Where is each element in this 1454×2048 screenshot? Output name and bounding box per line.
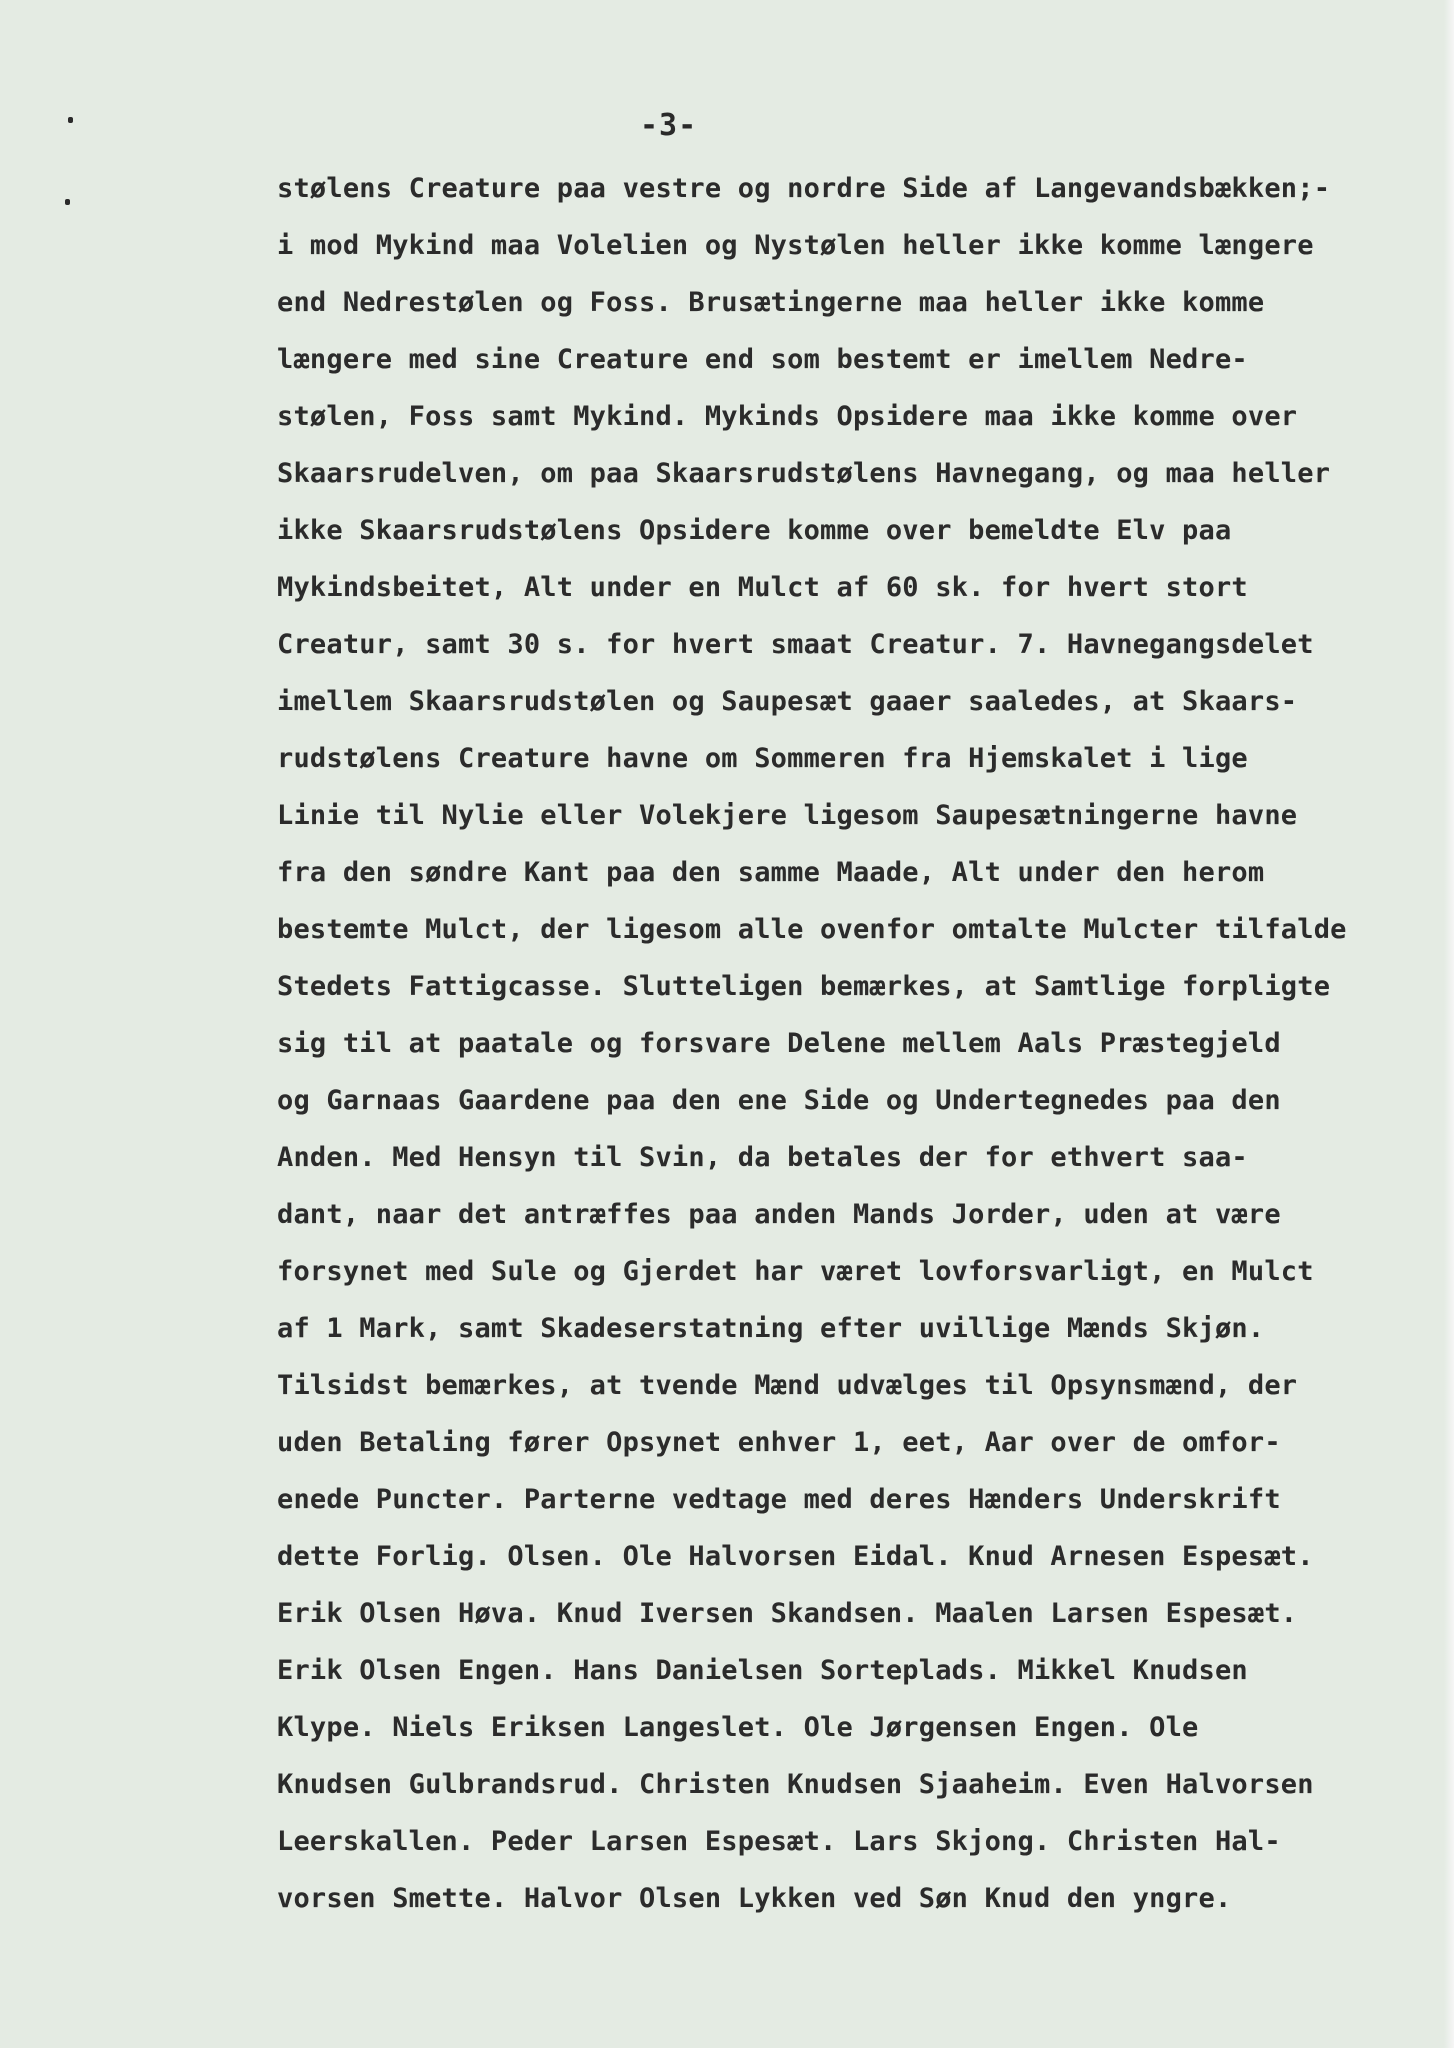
- text-line: rudstølens Creature havne om Sommeren fra Hjemskalet i lige: [277, 743, 1248, 774]
- text-line: ikke Skaarsrudstølens Opsidere komme over bemeldte Elv paa: [277, 515, 1232, 546]
- text-line: i mod Mykind maa Volelien og Nystølen heller ikke komme længere: [277, 230, 1314, 261]
- text-line: Anden. Med Hensyn til Svin, da betales der for ethvert saa-: [277, 1142, 1248, 1173]
- text-line: end Nedrestølen og Foss. Brusætingerne maa heller ikke komme: [277, 287, 1265, 318]
- text-line: af 1 Mark, samt Skadeserstatning efter uvillige Mænds Skjøn.: [277, 1313, 1265, 1344]
- text-line: enede Puncter. Parterne vedtage med deres Hænders Underskrift: [277, 1484, 1281, 1515]
- text-line: Erik Olsen Høva. Knud Iversen Skandsen. Maalen Larsen Espesæt.: [277, 1598, 1298, 1629]
- text-line: Skaarsrudelven, om paa Skaarsrudstølens Havnegang, og maa heller: [277, 458, 1331, 489]
- text-line: fra den søndre Kant paa den samme Maade, Alt under den herom: [277, 857, 1265, 888]
- text-line: forsynet med Sule og Gjerdet har været lovforsvarligt, en Mulct: [277, 1256, 1314, 1287]
- text-line: stølens Creature paa vestre og nordre Side af Langevandsbækken;-: [277, 173, 1331, 204]
- text-line: Klype. Niels Eriksen Langeslet. Ole Jørgensen Engen. Ole: [277, 1712, 1199, 1743]
- text-line: dette Forlig. Olsen. Ole Halvorsen Eidal. Knud Arnesen Espesæt.: [277, 1541, 1314, 1572]
- text-line: Mykindsbeitet, Alt under en Mulct af 60 sk. for hvert stort: [277, 572, 1248, 603]
- text-line: dant, naar det antræffes paa anden Mands Jorder, uden at være: [277, 1199, 1281, 1230]
- text-line: imellem Skaarsrudstølen og Saupesæt gaaer saaledes, at Skaars-: [277, 686, 1298, 717]
- punch-mark: [68, 117, 73, 123]
- punch-mark: [65, 199, 70, 205]
- text-line: bestemte Mulct, der ligesom alle ovenfor omtalte Mulcter tilfalde: [277, 914, 1347, 945]
- text-line: stølen, Foss samt Mykind. Mykinds Opsidere maa ikke komme over: [277, 401, 1298, 432]
- text-line: Leerskallen. Peder Larsen Espesæt. Lars Skjong. Christen Hal-: [277, 1826, 1281, 1857]
- text-line: Linie til Nylie eller Volekjere ligesom Saupesætningerne havne: [277, 800, 1298, 831]
- text-line: vorsen Smette. Halvor Olsen Lykken ved Søn Knud den yngre.: [277, 1883, 1232, 1914]
- text-line: Creatur, samt 30 s. for hvert smaat Creatur. 7. Havnegangsdelet: [277, 629, 1314, 660]
- text-line: længere med sine Creature end som bestemt er imellem Nedre-: [277, 344, 1248, 375]
- text-line: Knudsen Gulbrandsrud. Christen Knudsen Sjaaheim. Even Halvorsen: [277, 1769, 1314, 1800]
- page-number: -3-: [640, 108, 698, 143]
- body-text: [277, 160, 1437, 1927]
- text-line: Erik Olsen Engen. Hans Danielsen Sorteplads. Mikkel Knudsen: [277, 1655, 1248, 1686]
- text-line: Stedets Fattigcasse. Slutteligen bemærkes, at Samtlige forpligte: [277, 971, 1331, 1002]
- text-line: og Garnaas Gaardene paa den ene Side og Undertegnedes paa den: [277, 1085, 1281, 1116]
- text-line: sig til at paatale og forsvare Delene mellem Aals Præstegjeld: [277, 1028, 1281, 1059]
- text-line: uden Betaling fører Opsynet enhver 1, eet, Aar over de omfor-: [277, 1427, 1281, 1458]
- text-line: Tilsidst bemærkes, at tvende Mænd udvælges til Opsynsmænd, der: [277, 1370, 1298, 1401]
- scan-edge: [1444, 0, 1454, 2048]
